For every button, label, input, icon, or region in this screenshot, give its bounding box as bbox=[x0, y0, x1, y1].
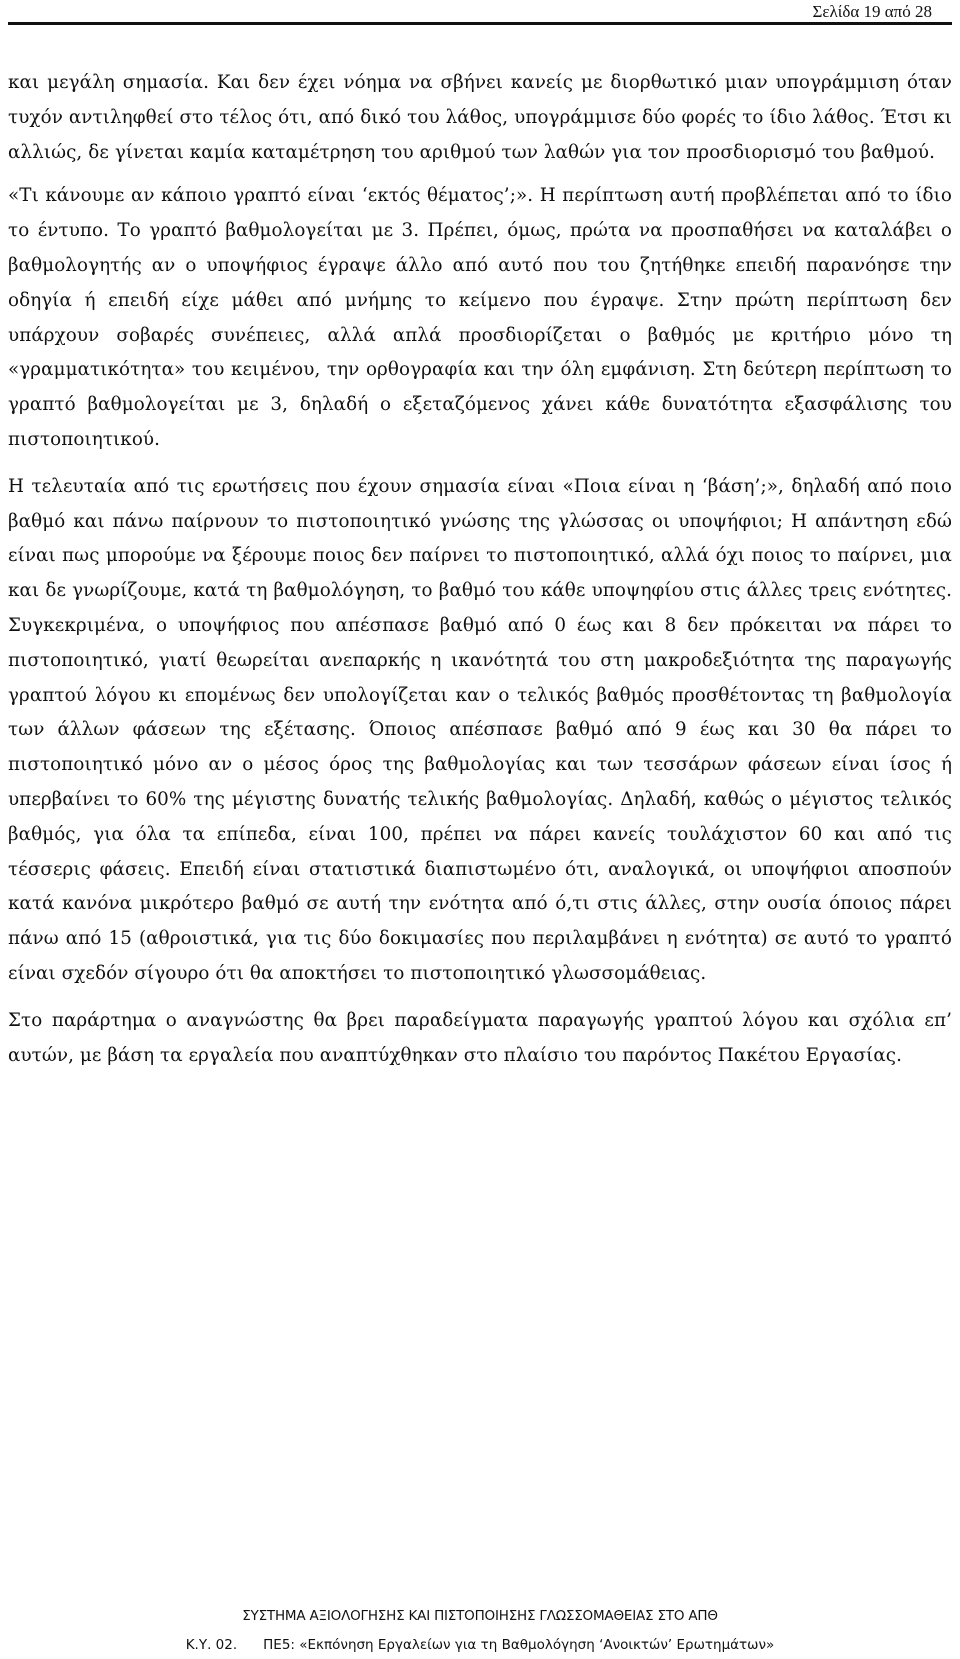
paragraph-4: Στο παράρτημα ο αναγνώστης θα βρει παραδείγματα παραγωγής γραπτού λόγου και σχόλια επ’ αυτών, με βάση τα εργαλεία που αναπτύχθηκαν στο πλαίσιο του παρόντος Πακέτου Εργασίας. bbox=[8, 1009, 952, 1066]
document-body bbox=[8, 66, 952, 1073]
page-number: Σελίδα 19 από 28 bbox=[812, 2, 932, 21]
page-header bbox=[0, 0, 960, 30]
footer-project-title: ΣΥΣΤΗΜΑ ΑΞΙΟΛΟΓΗΣΗΣ ΚΑΙ ΠΙΣΤΟΠΟΙΗΣΗΣ ΓΛΩΣΣΟΜΑΘΕΙΑΣ ΣΤΟ ΑΠΘ bbox=[242, 1608, 718, 1624]
header-rule bbox=[8, 22, 952, 25]
paragraph-2: «Τι κάνουμε αν κάποιο γραπτό είναι ‘εκτός θέματος’;». Η περίπτωση αυτή προβλέπεται από το ίδιο το έντυπο. Το γραπτό βαθμολογείται με 3. Πρέπει, όμως, πρώτα να προσπαθήσει να καταλάβει ο βαθμολογητής αν ο υποψήφιος έγραψε άλλο από αυτό που του ζητήθηκε επειδή παρανόησε την οδηγία ή επειδή είχε μάθει από μνήμης το κείμενο που έγραψε. Στην πρώτη περίπτωση δεν υπάρχουν σοβαρές συνέπειες, αλλά απλά προσδιορίζεται ο βαθμός με κριτήριο μόνο τη «γραμματικότητα» του κειμένου, την ορθογραφία και την όλη εμφάνιση. Στη δεύτερη περίπτωση το γραπτό βαθμολογείται με 3, δηλαδή ο εξεταζόμενος χάνει κάθε δυνατότητα εξασφάλισης του πιστοποιητικού. bbox=[8, 185, 952, 450]
footer-code: Κ.Υ. 02. bbox=[185, 1637, 238, 1653]
footer-work-package bbox=[0, 1637, 960, 1653]
footer-work-package-title: ΠΕ5: «Εκπόνηση Εργαλείων για τη Βαθμολόγηση ‘Ανοικτών’ Ερωτημάτων» bbox=[263, 1637, 775, 1653]
paragraph-1: και μεγάλη σημασία. Και δεν έχει νόημα να σβήνει κανείς με διορθωτικό μιαν υπογράμμιση όταν τυχόν αντιληφθεί στο τέλος ότι, από δικό του λάθος, υπογράμμισε δύο φορές το ίδιο λάθος. Έτσι κι αλλιώς, δε γίνεται καμία καταμέτρηση του αριθμού των λαθών για τον προσδιορισμό του βαθμού. bbox=[8, 72, 952, 163]
paragraph-3: Η τελευταία από τις ερωτήσεις που έχουν σημασία είναι «Ποια είναι η ‘βάση’;», δηλαδή από ποιο βαθμό και πάνω παίρνουν το πιστοποιητικό γνώσης της γλώσσας οι υποψήφιοι; Η απάντηση εδώ είναι πως μπορούμε να ξέρουμε ποιος δεν παίρνει το πιστοποιητικό, αλλά όχι ποιος το παίρνει, μια και δε γνωρίζουμε, κατά τη βαθμολόγηση, το βαθμό του κάθε υποψηφίου στις άλλες τρεις ενότητες. Συγκεκριμένα, ο υποψήφιος που απέσπασε βαθμό από 0 έως και 8 δεν πρόκειται να πάρει το πιστοποιητικό, γιατί θεωρείται ανεπαρκής η ικανότητά του στη μακροδεξιότητα της παραγωγής γραπτού λόγου κι επομένως δεν υπολογίζεται καν ο τελικός βαθμός προσθέτοντας τη βαθμολογία των άλλων φάσεων της εξέτασης. Όποιος απέσπασε βαθμό από 9 έως και 30 θα πάρει το πιστοποιητικό μόνο αν ο μέσος όρος της βαθμολογίας και των τεσσάρων φάσεων είναι ίσος ή υπερβαίνει το 60% της μέγιστης δυνατής τελικής βαθμολογίας. Δηλαδή, καθώς ο μέγιστος τελικός βαθμός, για όλα τα επίπεδα, είναι 100, πρέπει να πάρει κανείς τουλάχιστον 60 και από τις τέσσερις φάσεις. Επειδή είναι στατιστικά διαπιστωμένο ότι, αναλογικά, οι υποψήφιοι αποσπούν κατά κανόνα μικρότερο βαθμό σε αυτή την ενότητα από ό,τι στις άλλες, στην ουσία όποιος πάρει πάνω από 15 (αθροιστικά, για τις δύο δοκιμασίες που περιλαμβάνει η ενότητα) σε αυτό το γραπτό είναι σχεδόν σίγουρο ότι θα αποκτήσει το πιστοποιητικό γλωσσομάθειας. bbox=[8, 475, 952, 984]
